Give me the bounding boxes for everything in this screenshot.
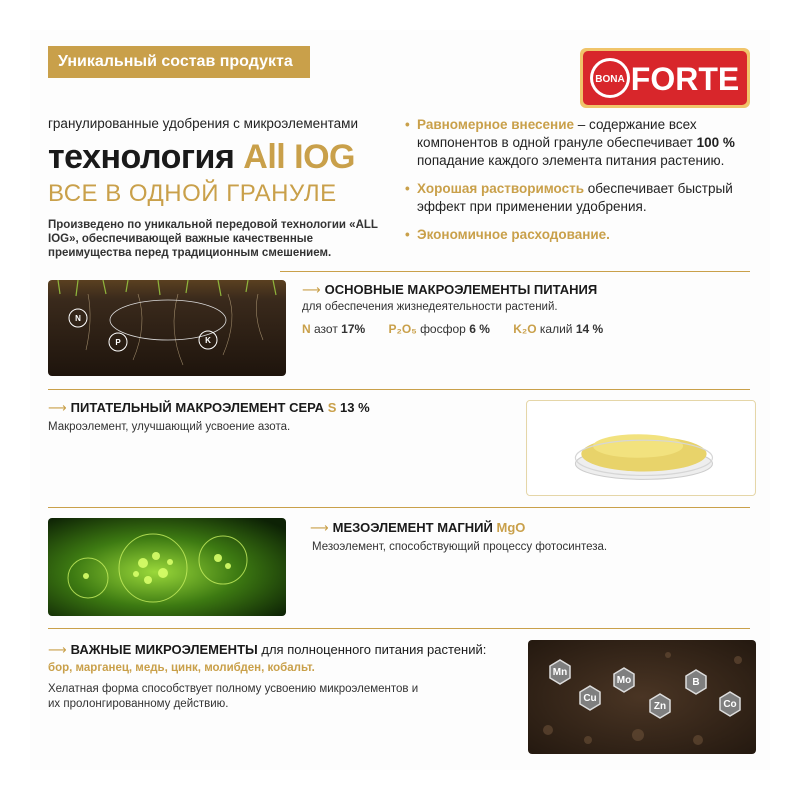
- header-badge: Уникальный состав продукта: [48, 46, 310, 78]
- magnesium-title-text: МЕЗОЭЛЕМЕНТ МАГНИЙ: [332, 520, 493, 535]
- all-in-one-heading: ВСЕ В ОДНОЙ ГРАНУЛЕ: [48, 180, 337, 207]
- arrow-icon: ⟶: [310, 520, 329, 535]
- magnesium-symbol: MgO: [496, 520, 526, 535]
- bullet-icon: •: [405, 117, 410, 132]
- divider: [48, 628, 750, 629]
- micro-el-zn: Zn: [653, 701, 667, 712]
- nutrient-n: N азот 17%: [302, 322, 366, 336]
- product-card: [30, 30, 770, 770]
- micro-el-cu: Cu: [583, 693, 597, 704]
- logo-big-text: FORTE: [630, 61, 740, 97]
- nutrient-k: K₂O калий 14 %: [513, 322, 604, 336]
- macro-title-text: ОСНОВНЫЕ МАКРОЭЛЕМЕНТЫ ПИТАНИЯ: [324, 282, 598, 297]
- soil-label-p: P: [115, 338, 121, 347]
- micro-text: Хелатная форма способствует полному усвоению микроэлементов и их пролонгированному действию.: [48, 683, 419, 710]
- sulfur-text: Макроэлемент, улучшающий усвоение азота.: [48, 421, 291, 433]
- micro-title: [48, 642, 486, 658]
- soil-roots-photo: [48, 280, 286, 376]
- sulfur-title: [48, 400, 370, 416]
- benefit-highlight: Равномерное внесение: [417, 117, 575, 132]
- logo-small-text: BONA: [595, 74, 625, 85]
- arrow-icon: ⟶: [48, 400, 67, 415]
- benefit-highlight: Хорошая растворимость: [417, 181, 585, 196]
- benefit-highlight: Экономичное расходование.: [417, 227, 610, 242]
- benefit-item: [405, 180, 765, 216]
- divider: [280, 271, 750, 272]
- arrow-icon: ⟶: [302, 282, 321, 297]
- benefit-item: [405, 116, 765, 170]
- benefit-text-after: попадание каждого элемента питания растению.: [417, 153, 725, 168]
- micro-el-co: Co: [723, 699, 737, 710]
- tech-word: технология: [48, 138, 235, 176]
- benefit-text: обеспечивает быстрый эффект при применении удобрения.: [417, 181, 733, 214]
- arrow-icon: ⟶: [48, 642, 67, 657]
- chlorophyll-cells-photo: [48, 518, 286, 616]
- micro-title-text: ВАЖНЫЕ МИКРОЭЛЕМЕНТЫ: [70, 642, 258, 657]
- divider: [48, 389, 750, 390]
- micro-el-mn: Mn: [552, 667, 568, 678]
- benefit-bold: 100 %: [696, 135, 735, 150]
- bullet-icon: •: [405, 227, 410, 242]
- technology-title: [48, 138, 355, 177]
- nutrient-p: P₂O₅ фосфор 6 %: [388, 322, 490, 336]
- macro-text: для обеспечения жизнедеятельности растений.: [302, 301, 558, 313]
- nutrient-values: [302, 322, 623, 336]
- bullet-icon: •: [405, 181, 410, 196]
- soil-label-n: N: [75, 314, 81, 323]
- micro-soil-photo: [528, 640, 756, 754]
- sulfur-symbol: S: [327, 400, 337, 415]
- benefits-list: [405, 116, 765, 254]
- soil-label-k: K: [205, 336, 211, 345]
- micro-title-rest: для полноценного питания растений:: [261, 642, 487, 657]
- bona-forte-logo: [580, 48, 750, 108]
- micro-el-mo: Mo: [616, 675, 632, 686]
- benefit-text: – содержание всех компонентов в одной грануле обеспечивает: [417, 117, 697, 150]
- micro-list: бор, марганец, медь, цинк, молибден, кобальт.: [48, 662, 315, 674]
- macro-title: [302, 282, 597, 298]
- magnesium-title: [310, 520, 525, 536]
- sulfur-dish-photo: [526, 400, 756, 496]
- micro-el-b: B: [692, 677, 700, 688]
- intro-description: Произведено по уникальной передовой технологии «ALL IOG», обеспечивающей важные качественные преимущества перед традиционным смешением.: [48, 219, 378, 259]
- magnesium-text: Мезоэлемент, способствующий процессу фотосинтеза.: [312, 541, 608, 553]
- divider: [48, 507, 750, 508]
- subtitle: гранулированные удобрения с микроэлементами: [48, 116, 359, 131]
- sulfur-title-text: ПИТАТЕЛЬНЫЙ МАКРОЭЛЕМЕНТ СЕРА: [70, 400, 325, 415]
- sulfur-value: 13 %: [340, 400, 370, 415]
- benefit-item: [405, 226, 765, 244]
- tech-name: All IOG: [243, 138, 355, 176]
